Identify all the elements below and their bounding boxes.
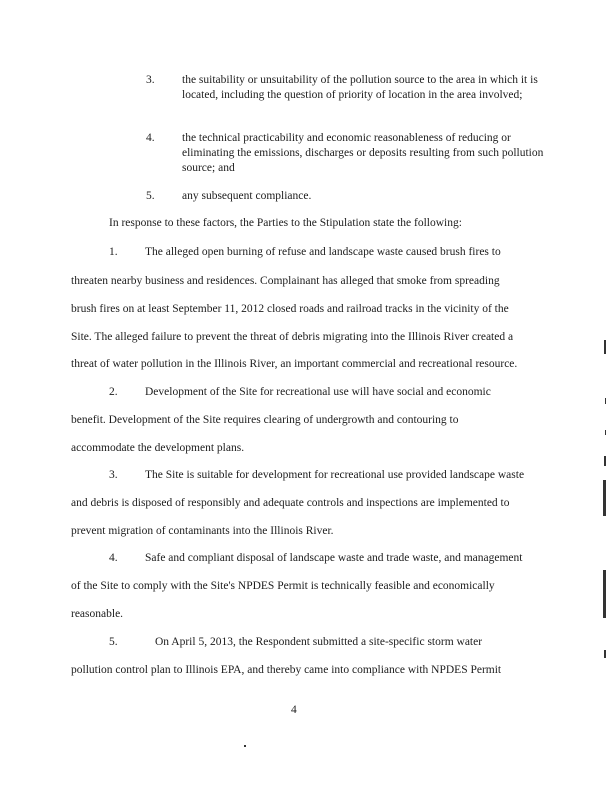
intro-line: In response to these factors, the Parties to the Stipulation state the following: bbox=[109, 217, 462, 229]
factor-number: 3. bbox=[146, 74, 155, 86]
paragraph-line: of the Site to comply with the Site's NPDES Permit is technically feasible and economically bbox=[71, 580, 495, 592]
factor-text: the suitability or unsuitability of the pollution source to the area in which it is located, including the question of priority of location in the area involved; bbox=[182, 74, 538, 101]
paragraph-number: 5. bbox=[109, 636, 118, 648]
scan-mark bbox=[603, 480, 606, 516]
page-number: 4 bbox=[291, 704, 297, 716]
paragraph-line: and debris is disposed of responsibly and adequate controls and inspections are implemented to bbox=[71, 497, 510, 509]
scan-mark bbox=[604, 340, 606, 354]
factor-number: 4. bbox=[146, 132, 155, 144]
scan-mark bbox=[605, 398, 606, 404]
paragraph-line: brush fires on at least September 11, 2012 closed roads and railroad tracks in the vicinity of the bbox=[71, 303, 509, 315]
paragraph-line: On April 5, 2013, the Respondent submitted a site-specific storm water bbox=[155, 636, 483, 648]
paragraph-line: Development of the Site for recreational use will have social and economic bbox=[145, 386, 491, 398]
paragraph-line: threaten nearby business and residences. Complainant has alleged that smoke from spreading bbox=[71, 275, 500, 287]
scan-mark bbox=[604, 456, 606, 466]
factor-text: the technical practicability and economic reasonableness of reducing or eliminating the emissions, discharges or deposits resulting from such pollution source; and bbox=[182, 132, 544, 174]
paragraph-line: Safe and compliant disposal of landscape waste and trade waste, and management bbox=[145, 552, 523, 564]
paragraph-line: accommodate the development plans. bbox=[71, 442, 245, 454]
paragraph-line: The alleged open burning of refuse and landscape waste caused brush fires to bbox=[145, 246, 501, 258]
paragraph-number: 3. bbox=[109, 469, 118, 481]
paragraph-line: prevent migration of contaminants into the Illinois River. bbox=[71, 525, 334, 537]
scan-mark bbox=[605, 430, 606, 435]
paragraph-line: The Site is suitable for development for recreational use provided landscape waste bbox=[145, 469, 525, 481]
paragraph-line: threat of water pollution in the Illinois River, an important commercial and recreational resource. bbox=[71, 358, 518, 370]
paragraph-number: 2. bbox=[109, 386, 118, 398]
paragraph-number: 4. bbox=[109, 552, 118, 564]
factor-number: 5. bbox=[146, 190, 155, 202]
scan-dot bbox=[244, 745, 246, 747]
paragraph-line: Site. The alleged failure to prevent the threat of debris migrating into the Illinois River created a bbox=[71, 331, 514, 343]
scan-mark bbox=[604, 650, 606, 658]
scan-mark bbox=[603, 570, 606, 618]
paragraph-line: pollution control plan to Illinois EPA, and thereby came into compliance with NPDES Permit bbox=[71, 664, 502, 676]
paragraph-line: benefit. Development of the Site requires clearing of undergrowth and contouring to bbox=[71, 414, 459, 426]
factor-text: any subsequent compliance. bbox=[182, 190, 312, 202]
paragraph-number: 1. bbox=[109, 246, 118, 258]
paragraph-line: reasonable. bbox=[71, 608, 124, 620]
